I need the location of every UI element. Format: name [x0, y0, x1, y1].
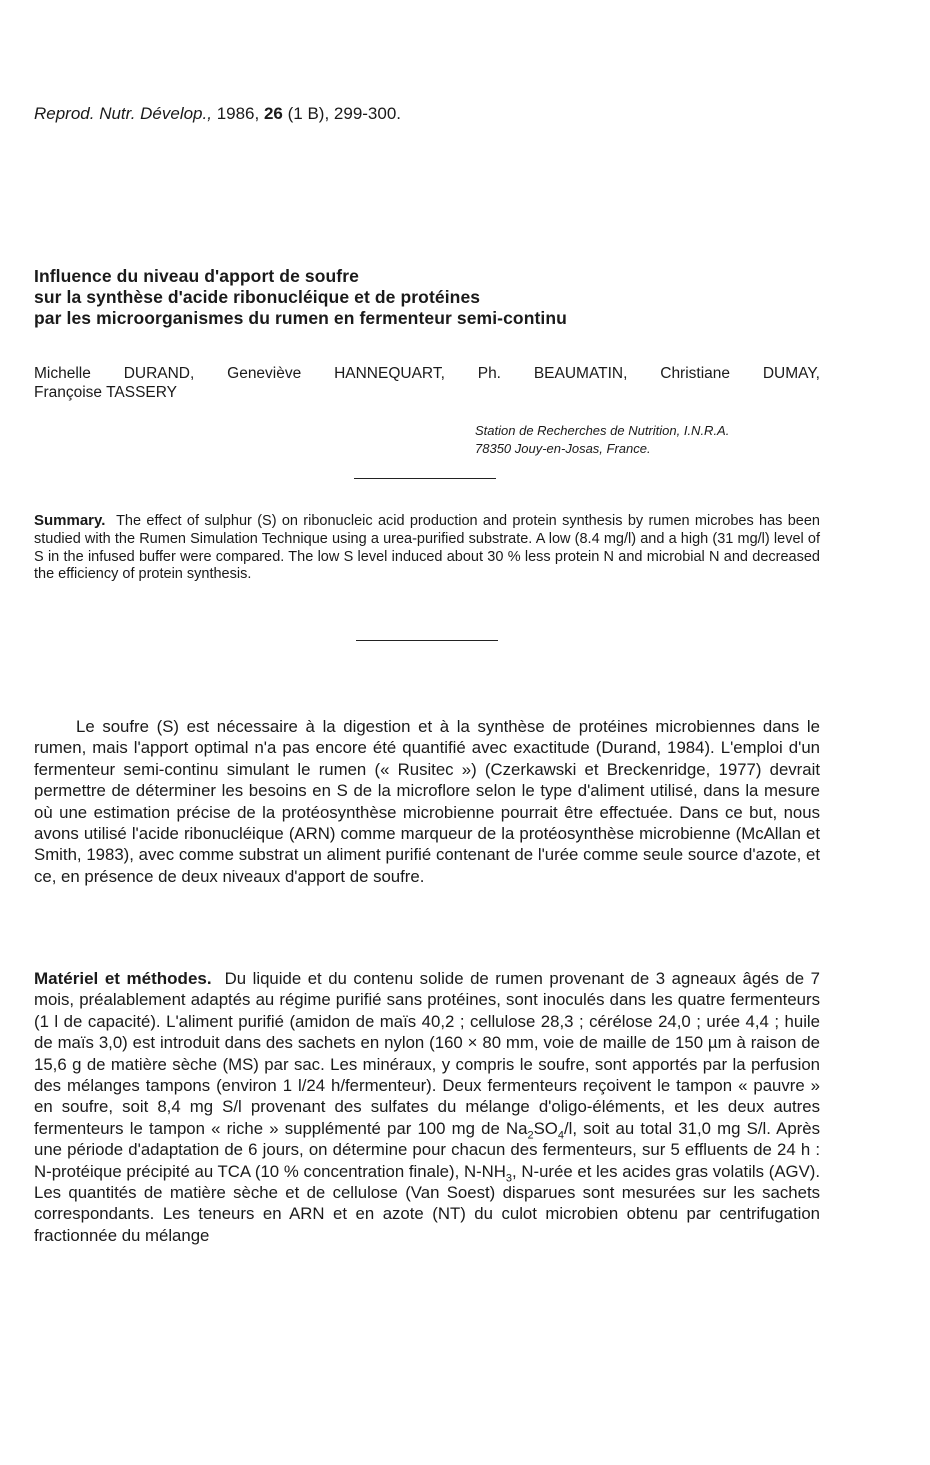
methods-sub-b: 4	[557, 1129, 564, 1142]
intro-paragraph: Le soufre (S) est nécessaire à la digestion et à la synthèse de protéines microbiennes dans le rumen, mais l'apport optimal n'a pas encore été quantifié avec exactitude (Durand, 1984). L'emploi d'un fermenteur semi-continu simulant le rumen (« Rusitec ») (Czerkawski et Breckenridge, 1977) devrait permettre de déterminer les besoins en S de la microflore selon le type d'aliment utilisé, dans la mesure où une estimation précise de la protéosynthèse microbienne pourrait être effectuée. Dans ce but, nous avons utilisé l'acide ribonucléique (ARN) comme marqueur de la protéosynthèse microbienne (McAllan et Smith, 1983), avec comme substrat un aliment purifié contenant de l'urée comme seule source d'azote, et ce, en présence de deux niveaux d'apport de soufre.	[34, 717, 820, 886]
methods-text-c: /l, soit au total 31,0 mg S/l. Après une période d'adaptation de 6 jours, on détermine pour chacun des fermenteurs, sur 5 effluents de 24 h : N-protéique précipité au TCA (10 % concentration finale), N-NH	[34, 1118, 820, 1181]
intro-section	[34, 716, 820, 887]
summary-text: The effect of sulphur (S) on ribonucleic acid production and protein synthesis by rumen microbes has been studied with the Rumen Simulation Technique using a urea-purified substrate. A low (8.4 mg/l) and a high (31 mg/l) level of S in the infused buffer were compared. The low S level induced about 30 % less protein N and microbial N and decreased the efficiency of protein synthesis.	[34, 513, 820, 583]
citation-volume: 26	[263, 104, 283, 123]
affiliation-line-1: Station de Recherches de Nutrition, I.N.R.A.	[475, 423, 730, 438]
methods-sub-c: 3	[505, 1172, 513, 1185]
title-line-2: sur la synthèse d'acide ribonucléique et de protéines	[34, 287, 481, 307]
author-list	[34, 364, 820, 402]
affiliation-line-2: 78350 Jouy-en-Josas, France.	[475, 441, 651, 456]
methods-text-b: SO	[533, 1118, 558, 1138]
divider-bottom	[356, 640, 498, 641]
affiliation	[475, 422, 820, 458]
article-title	[34, 266, 567, 329]
divider-top	[354, 478, 496, 479]
methods-paragraph	[34, 968, 820, 1246]
title-line-1: Influence du niveau d'apport de soufre	[34, 266, 359, 286]
title-line-3: par les microorganismes du rumen en fermenteur semi-continu	[34, 308, 567, 328]
methods-sub-a: 2	[527, 1129, 534, 1142]
authors-line-1: Michelle DURAND, Geneviève HANNEQUART, Ph. BEAUMATIN, Christiane DUMAY,	[34, 365, 820, 382]
summary-paragraph	[34, 512, 820, 584]
page	[34, 0, 824, 1465]
methods-section	[34, 968, 820, 1246]
authors-line-2: Françoise TASSERY	[34, 384, 178, 401]
summary-label: Summary.	[34, 512, 106, 529]
journal-name: Reprod. Nutr. Dévelop.,	[34, 104, 212, 123]
citation-year: 1986,	[216, 104, 260, 123]
methods-text-a: Du liquide et du contenu solide de rumen provenant de 3 agneaux âgés de 7 mois, préalablement adaptés au régime purifié sans protéines, sont inoculés dans les quatre fermenteurs (1 l de capacité). L'aliment purifié (amidon de maïs 40,2 ; cellulose 28,3 ; cérélose 24,0 ; urée 4,4 ; huile de maïs 3,0) est introduit dans des sachets en nylon (160 × 80 mm, voie de maille de 150 µm à raison de 15,6 g de matière sèche (MS) par sac. Les minéraux, y compris le soufre, sont apportés par la perfusion des mélanges tampons (environ 1 l/24 h/fermenteur). Deux fermenteurs reçoivent le tampon « pauvre » en soufre, soit 8,4 mg S/l provenant des sulfates du mélange d'oligo-éléments, et les deux autres fermenteurs le tampon « riche » supplémenté par 100 mg de Na	[34, 969, 820, 1138]
citation-issue-pages: (1 B), 299-300.	[287, 104, 402, 123]
methods-text-d: , N-urée et les acides gras volatils (AGV). Les quantités de matière sèche et de cellulose (Van Soest) disparues sont mesurées sur les sachets correspondants. Les teneurs en ARN et en azote (NT) du culot microbien obtenu par centrifugation fractionnée du mélange	[34, 1161, 821, 1245]
methods-label: Matériel et méthodes.	[34, 969, 212, 988]
journal-citation	[34, 104, 401, 124]
